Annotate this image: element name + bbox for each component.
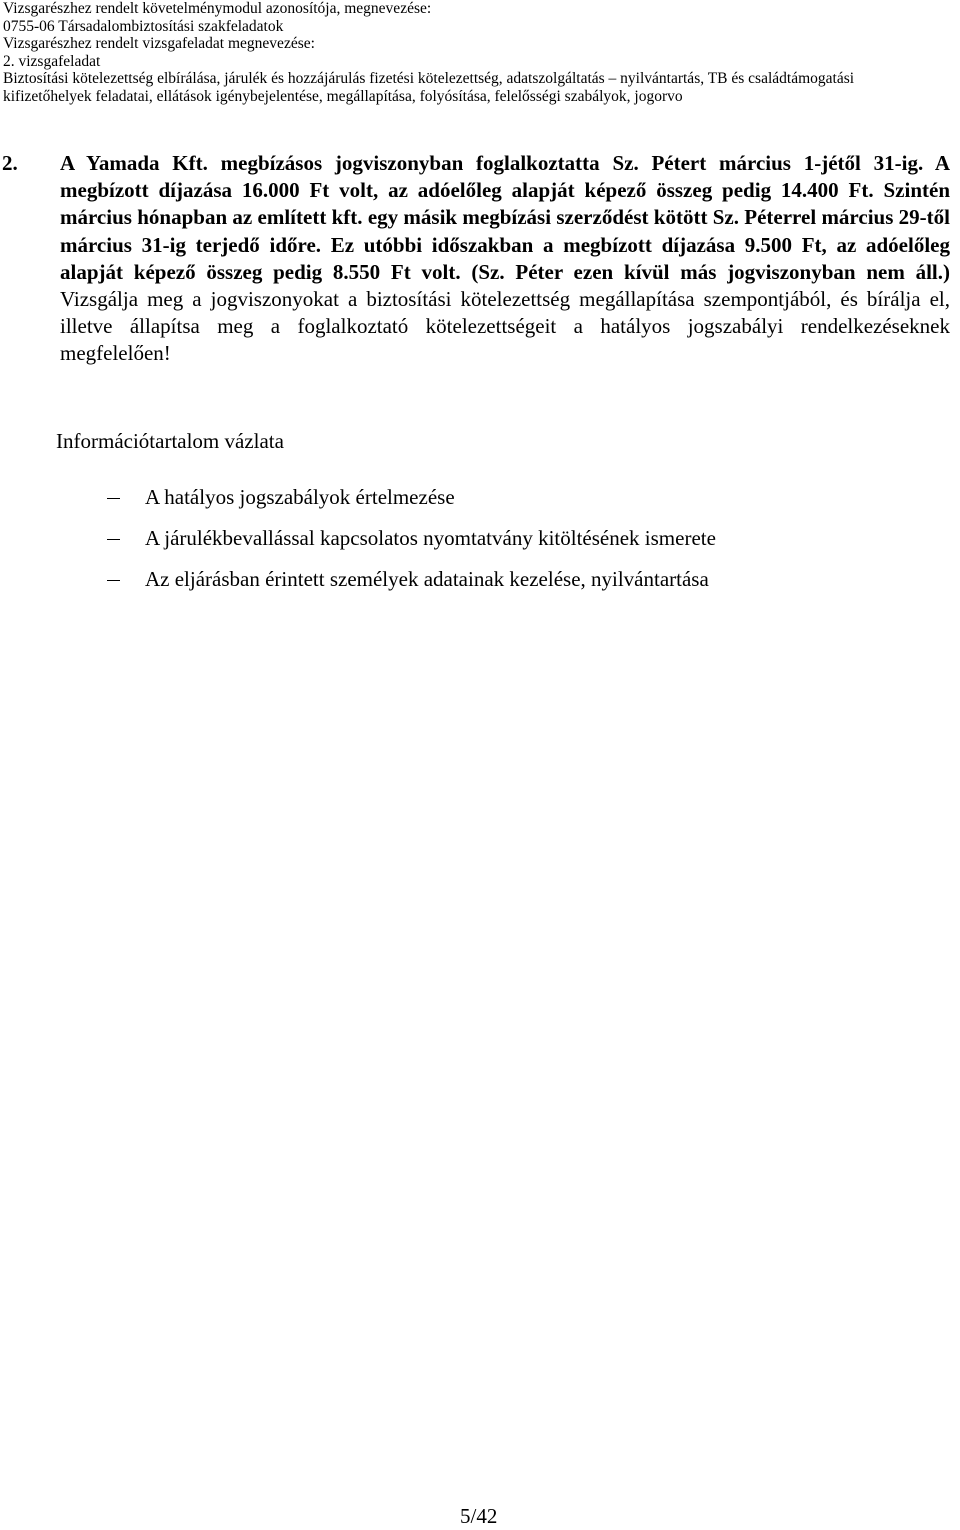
header-line: Vizsgarészhez rendelt követelménymodul azonosítója, megnevezése: <box>3 0 432 17</box>
dash-bullet-icon <box>107 580 120 581</box>
header-line: Vizsgarészhez rendelt vizsgafeladat megnevezése: <box>3 35 315 53</box>
dash-bullet-icon <box>107 539 120 540</box>
header-line: 0755-06 Társadalombiztosítási szakfeladatok <box>3 17 284 35</box>
list-item-text: A járulékbevallással kapcsolatos nyomtatvány kitöltésének ismerete <box>145 526 716 550</box>
task-text <box>60 150 950 368</box>
list-item-text: Az eljárásban érintett személyek adatainak kezelése, nyilvántartása <box>145 567 709 591</box>
list-item <box>0 484 960 525</box>
task-section <box>2 150 950 368</box>
list-item-text: A hatályos jogszabályok értelmezése <box>145 485 455 509</box>
list-item <box>0 525 960 566</box>
list-item <box>0 566 960 607</box>
info-title: Információtartalom vázlata <box>56 429 284 453</box>
task-bold-text: A Yamada Kft. megbízásos jogviszonyban foglalkoztatta Sz. Pétert március 1-jétől 31-ig. A megbízott díjazása 16.000 Ft volt, az adóelőleg alapját képező összeg pedig 14.400 Ft. Szintén március hónapban az említett kft. egy másik megbízási szerződést kötött Sz. Péterrel március 29-től március 31-ig terjedő időre. Ez utóbbi időszakban a megbízott díjazása 9.500 Ft, az adóelőleg alapját képező összeg pedig 8.550 Ft volt. (Sz. Péter ezen kívül más jogviszonyban nem áll.) <box>60 151 950 284</box>
page-number: 5/42 <box>460 1504 498 1528</box>
task-number: 2. <box>2 151 18 175</box>
info-list <box>0 484 960 607</box>
document-header <box>3 0 953 106</box>
dash-bullet-icon <box>107 498 120 499</box>
task-normal-text: Vizsgálja meg a jogviszonyokat a biztosítási kötelezettség megállapítása szempontjából, és bírálja el, illetve állapítsa meg a foglalkoztató kötelezettségeit a hatályos jogszabályi rendelkezéseknek megfelelően! <box>60 287 950 366</box>
header-line: kifizetőhelyek feladatai, ellátások igénybejelentése, megállapítása, folyósítása, felelősségi szabályok, jogorvo <box>3 87 683 105</box>
header-line: 2. vizsgafeladat <box>3 52 101 70</box>
header-line: Biztosítási kötelezettség elbírálása, járulék és hozzájárulás fizetési kötelezettség, adatszolgáltatás – nyilvántartás, TB és családtámogatási <box>3 70 855 88</box>
